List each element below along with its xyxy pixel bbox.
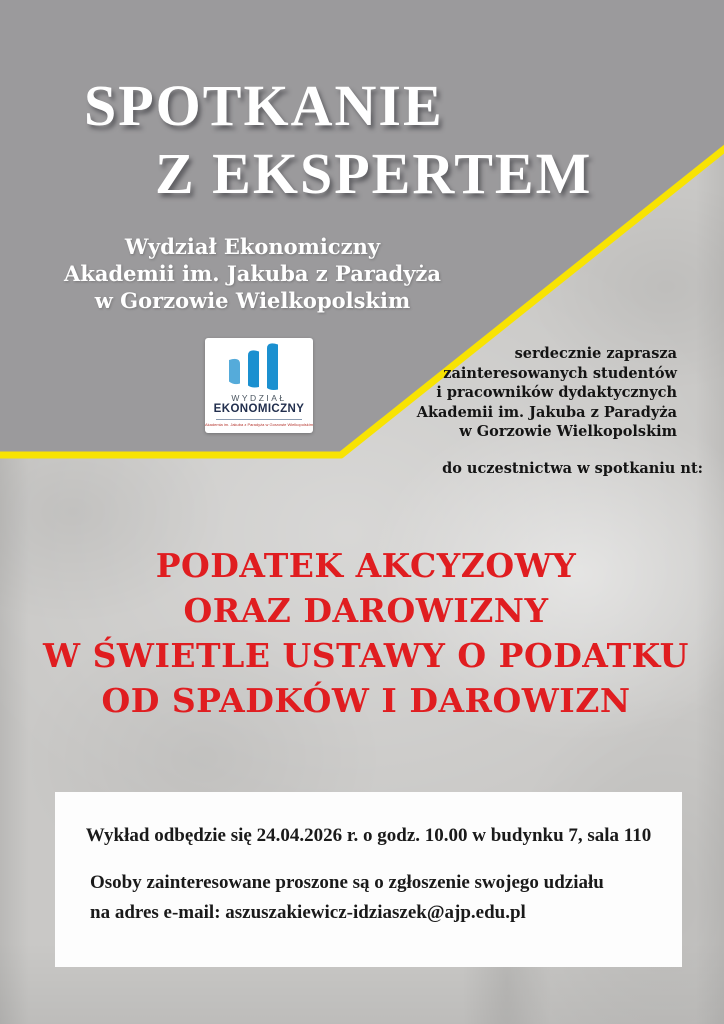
faculty-logo — [205, 338, 313, 433]
logo-faculty-name: EKONOMICZNY — [213, 403, 305, 415]
poster-title-line2: Z EKSPERTEM — [155, 141, 593, 206]
invitation-line: zainteresowanych studentów — [443, 364, 677, 382]
poster-title-line1: SPOTKANIE — [84, 73, 444, 138]
logo-divider — [216, 419, 302, 420]
invitation-text — [416, 344, 703, 478]
invitation-line: serdecznie zaprasza — [514, 345, 677, 362]
signup-line: Osoby zainteresowane proszone są o zgłoszenie swojego udziału — [90, 872, 604, 893]
signup-line-email: na adres e-mail: aszuszakiewicz-idziaszek@ajp.edu.pl — [90, 902, 526, 923]
invitation-line: w Gorzowie Wielkopolskim — [459, 423, 677, 440]
topic-line: PODATEK AKCYZOWY — [155, 546, 577, 585]
invitation-footer: do uczestnictwa w spotkaniu nt: — [442, 459, 703, 477]
invitation-line: i pracowników dydaktycznych — [436, 384, 677, 401]
topic-line: W ŚWIETLE USTAWY O PODATKU — [43, 636, 689, 675]
logo-faculty-word: WYDZIAŁ — [231, 393, 287, 403]
signup-instructions — [90, 868, 604, 928]
topic-line: OD SPADKÓW I DAROWIZN — [101, 681, 631, 720]
organizer-line: Akademii im. Jakuba z Paradyża — [64, 261, 441, 286]
organizer-name — [30, 233, 475, 314]
event-details-box — [55, 792, 682, 967]
invitation-line: Akademii im. Jakuba z Paradyża — [416, 403, 677, 421]
lecture-topic-heading — [0, 543, 724, 723]
three-blue-pages-icon — [226, 341, 292, 392]
organizer-line: Wydział Ekonomiczny — [124, 234, 381, 259]
logo-university-subtext: Akademia im. Jakuba z Paradyża w Gorzowie Wielkopolskim — [204, 422, 314, 427]
lecture-schedule-text: Wykład odbędzie się 24.04.2026 r. o godz. 10.00 w budynku 7, sala 110 — [85, 825, 652, 846]
topic-line: ORAZ DAROWIZNY — [183, 591, 549, 630]
organizer-line: w Gorzowie Wielkopolskim — [94, 288, 411, 313]
